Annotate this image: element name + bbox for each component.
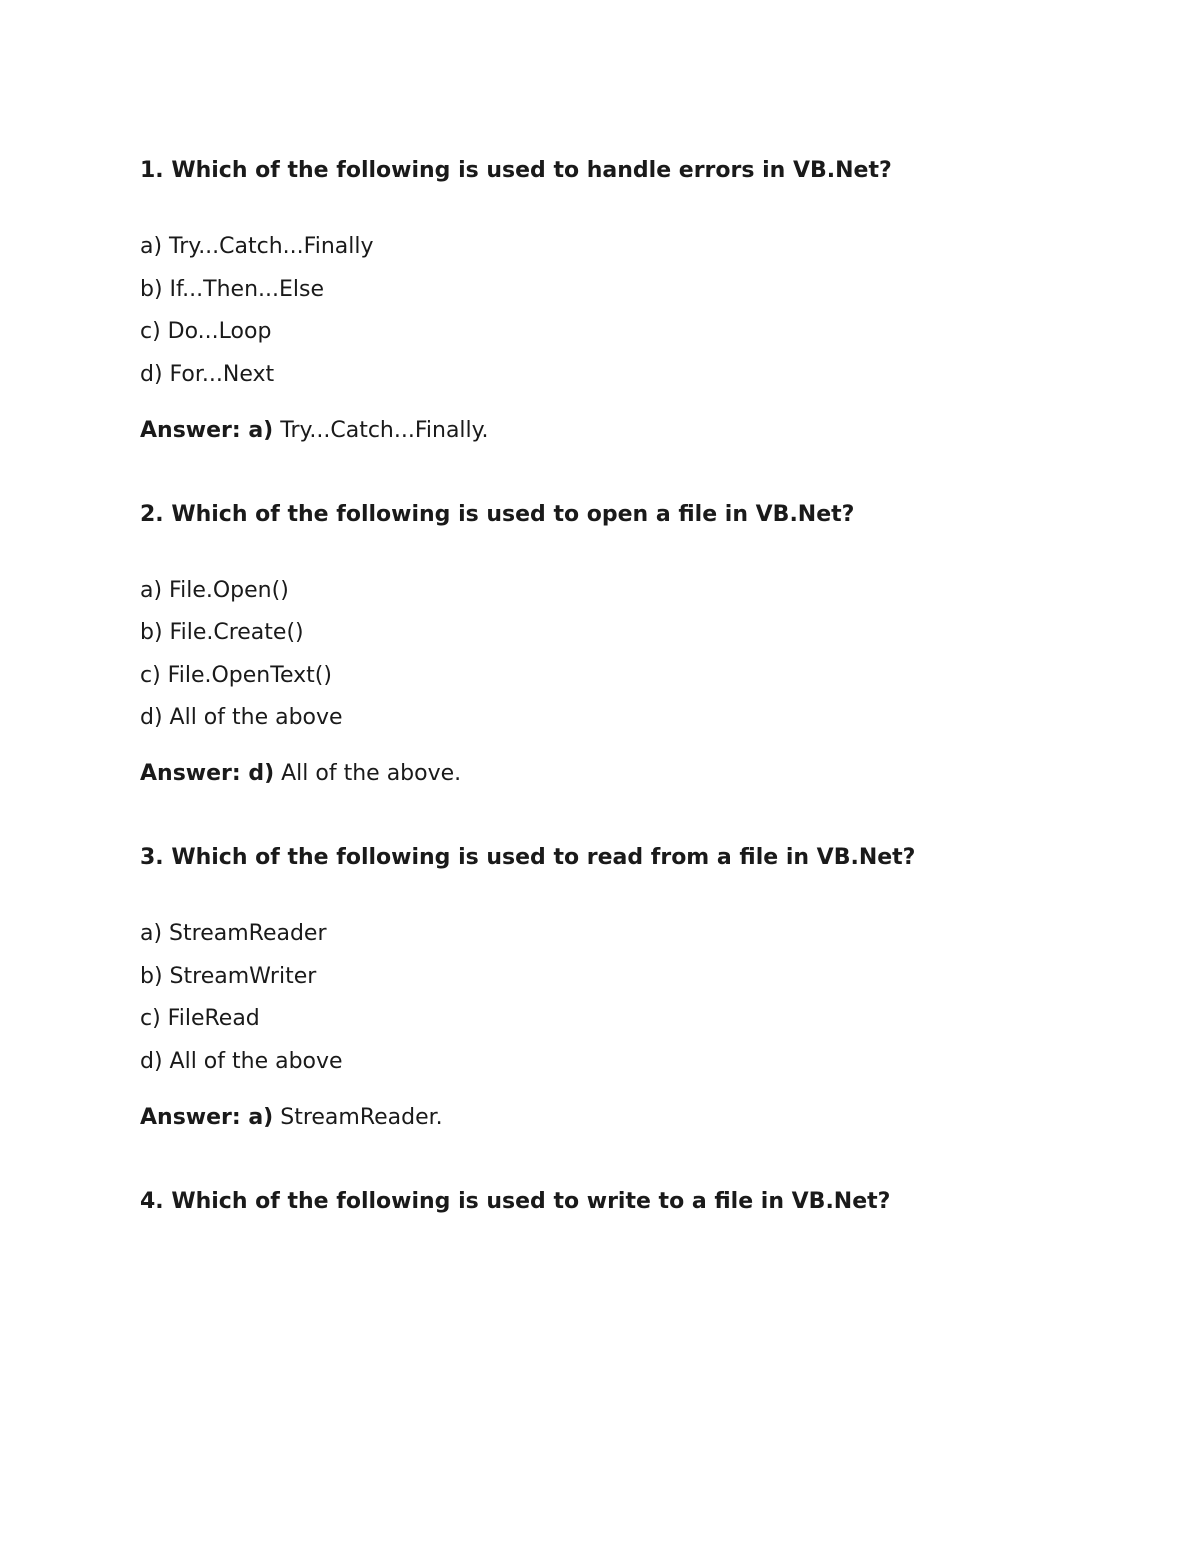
option-item: c) Do...Loop [140, 319, 272, 344]
answer-text: Try...Catch...Finally. [273, 417, 489, 443]
question-block-1 [140, 152, 1140, 446]
question-block-3 [140, 839, 1140, 1133]
question-text: 4. Which of the following is used to write to a file in VB.Net? [140, 1188, 891, 1214]
answer-line [140, 416, 1140, 446]
answer-line [140, 759, 1140, 789]
answer-text: StreamReader. [273, 1104, 443, 1130]
option-list [140, 919, 1140, 1077]
option-item: c) File.OpenText() [140, 662, 332, 688]
question-block-4 [140, 1183, 1140, 1221]
option-item: c) FileRead [140, 1006, 260, 1031]
answer-text: All of the above. [274, 761, 462, 786]
answer-label: Answer: a) [140, 1104, 274, 1130]
question-text: 2. Which of the following is used to open a file in VB.Net? [140, 501, 855, 527]
option-item: a) File.Open() [140, 577, 289, 603]
option-item: b) File.Create() [140, 620, 304, 645]
document-page [140, 152, 1140, 1263]
question-text: 3. Which of the following is used to read from a file in VB.Net? [140, 845, 916, 870]
option-item: d) All of the above [140, 1048, 343, 1074]
answer-label: Answer: d) [140, 761, 275, 786]
option-item: d) For...Next [140, 361, 275, 387]
option-item: d) All of the above [140, 705, 343, 730]
option-item: a) StreamReader [140, 921, 327, 946]
answer-line [140, 1103, 1140, 1133]
answer-label: Answer: a) [140, 417, 274, 443]
option-list [140, 576, 1140, 734]
option-item: b) If...Then...Else [140, 276, 325, 302]
option-list [140, 232, 1140, 390]
option-item: a) Try...Catch...Finally [140, 234, 374, 259]
option-item: b) StreamWriter [140, 963, 317, 989]
question-block-2 [140, 496, 1140, 790]
question-text: 1. Which of the following is used to handle errors in VB.Net? [140, 158, 892, 183]
